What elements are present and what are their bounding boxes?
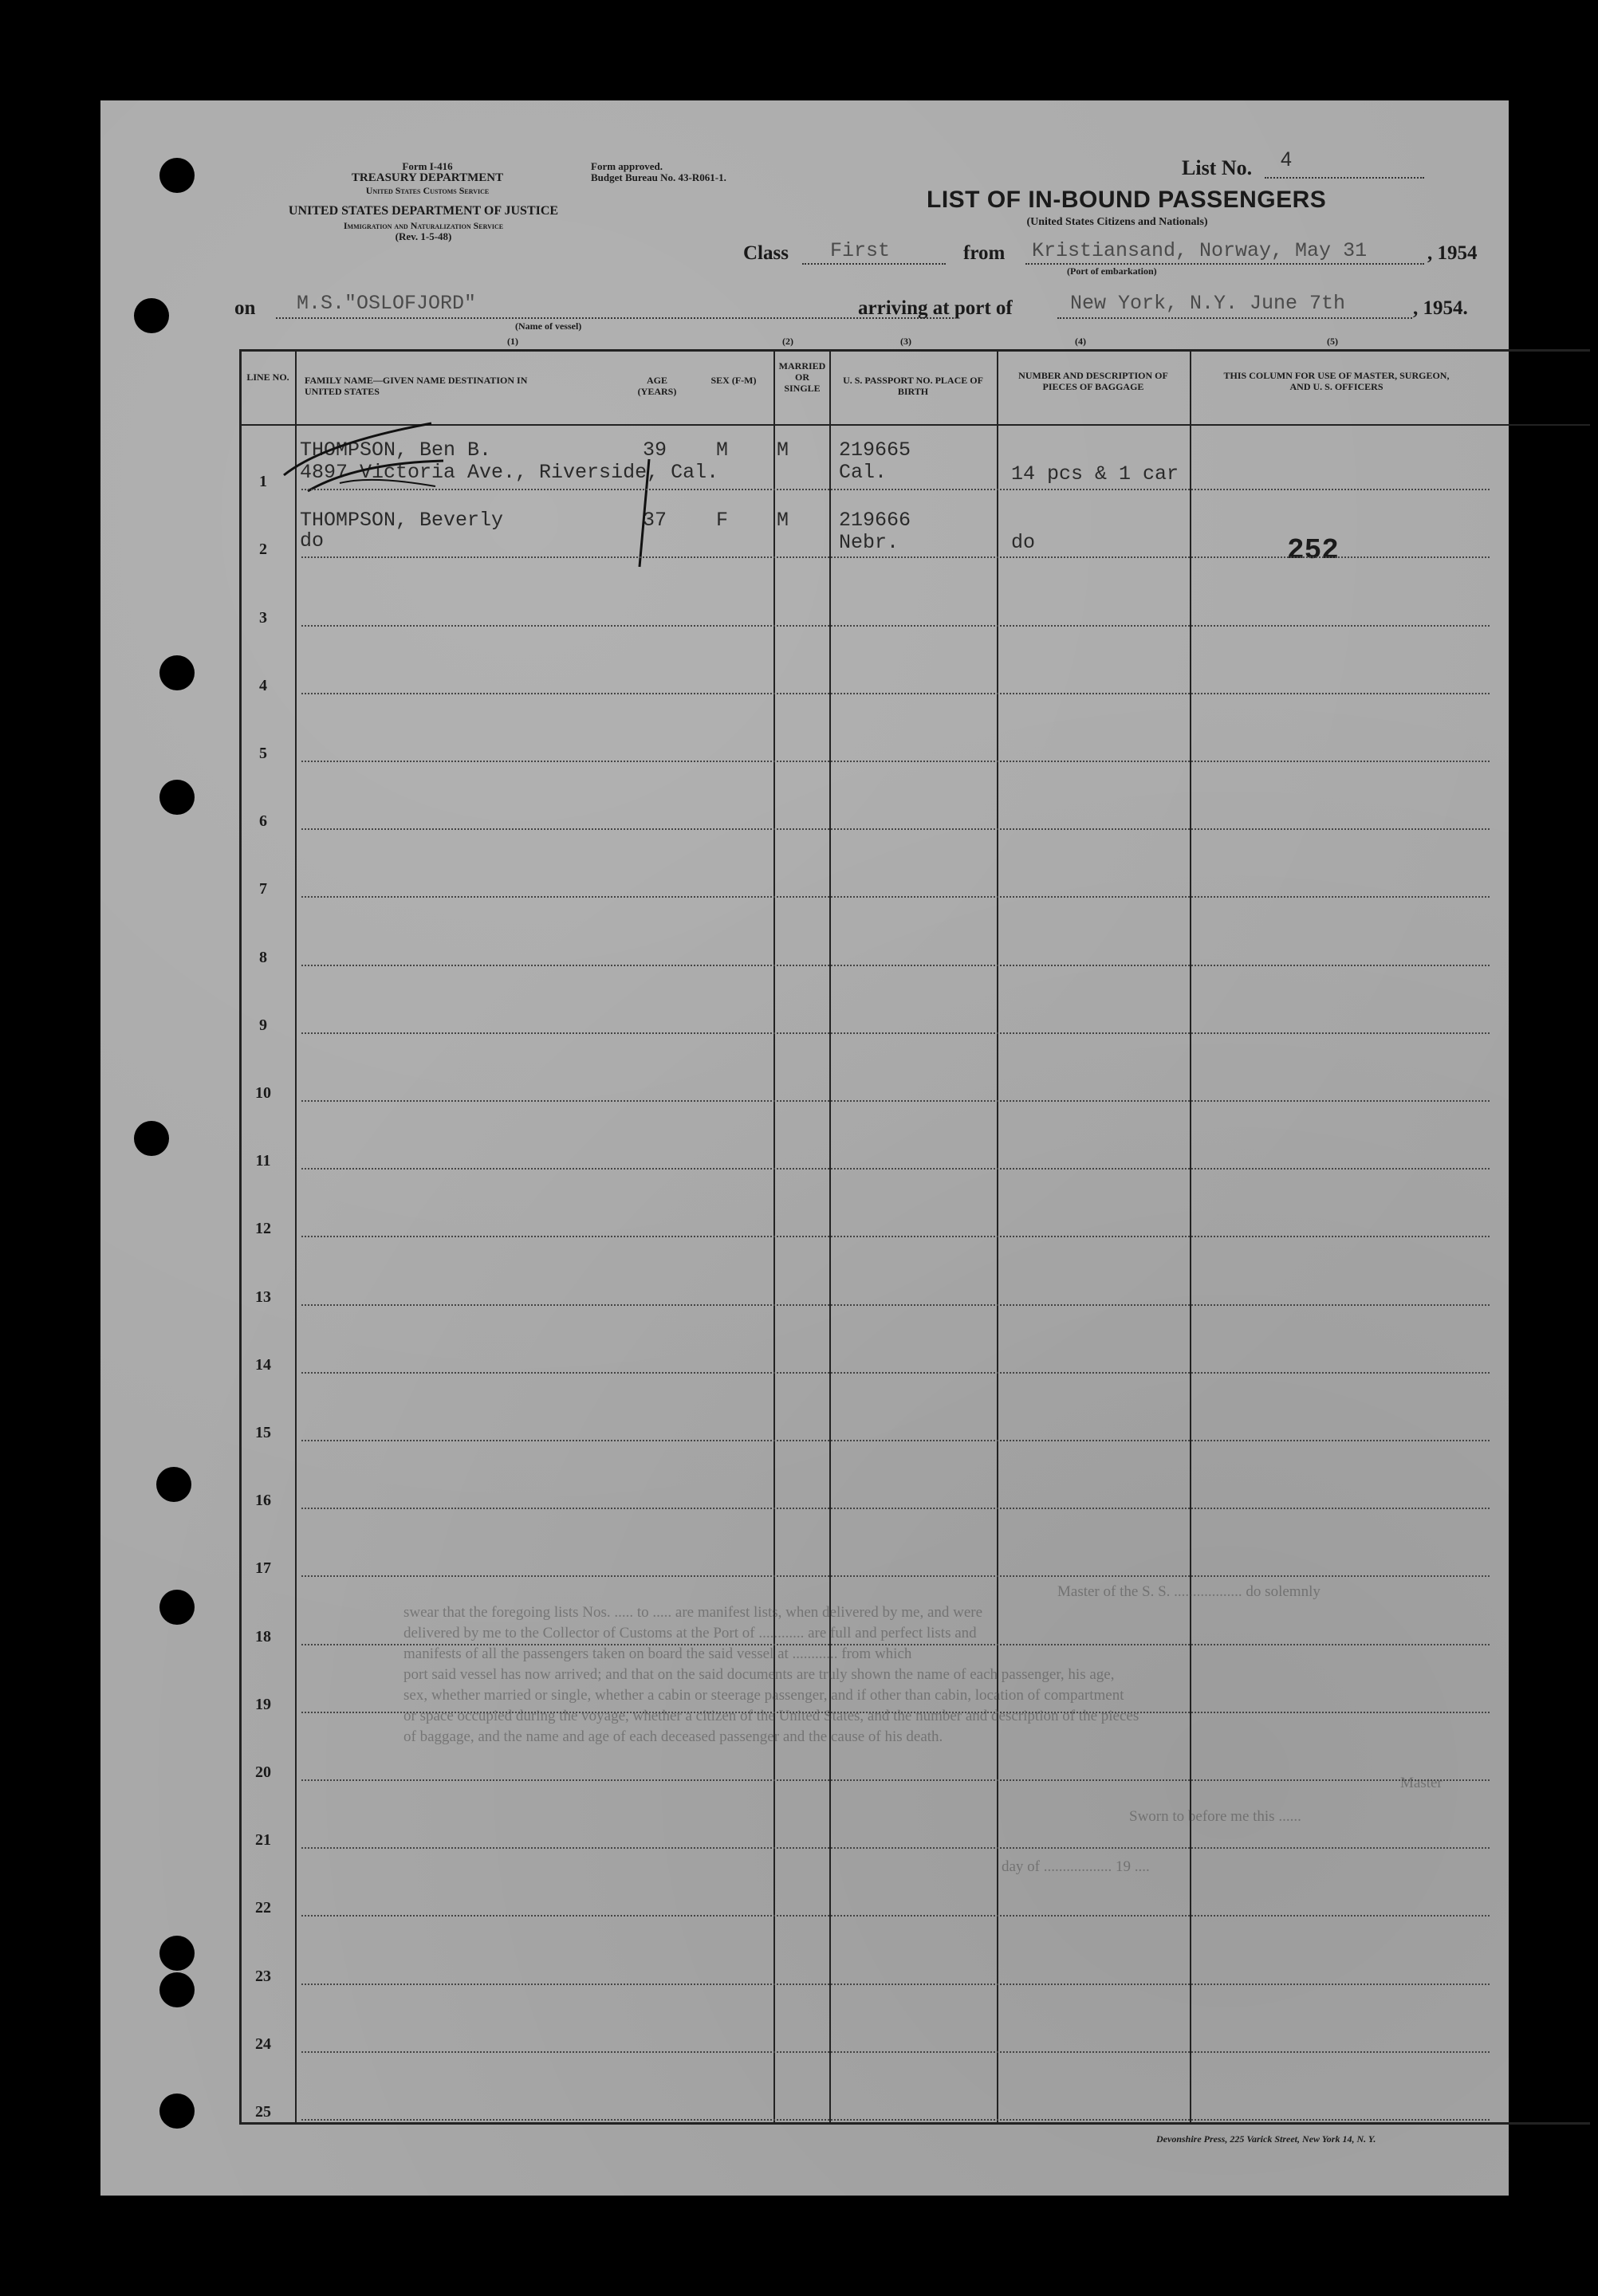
justice-department: UNITED STATES DEPARTMENT OF JUSTICE — [288, 204, 559, 218]
header-passport: U. S. PASSPORT NO. PLACE OF BIRTH — [843, 375, 983, 397]
page-subtitle: (United States Citizens and Nationals) — [1026, 216, 1208, 228]
header-married: MARRIED OR SINGLE — [778, 360, 826, 394]
line-number: 14 — [255, 1355, 271, 1374]
line-number: 22 — [255, 1899, 271, 1917]
bleed-line-8: of baggage, and the name and age of each deceased passenger and the cause of his death. — [403, 1728, 943, 1745]
passenger-1-name: THOMPSON, Ben B. — [300, 438, 492, 462]
officer-mark-252: 252 — [1287, 534, 1339, 567]
header-age: AGE (YEARS) — [637, 375, 677, 397]
punch-hole — [159, 1936, 195, 1971]
row-divider — [301, 1915, 1490, 1917]
passenger-1-married: M — [777, 438, 789, 462]
line-number: 11 — [255, 1152, 271, 1170]
punch-hole — [159, 1972, 195, 2007]
bleed-line-1: Master of the S. S. .................. do solemnly — [1057, 1583, 1321, 1600]
header-name: FAMILY NAME—GIVEN NAME DESTINATION IN UNITED STATES — [305, 375, 528, 397]
row-divider — [301, 896, 1490, 898]
passenger-2-baggage: do — [1011, 531, 1036, 554]
bleed-line-7: or space occupied during the voyage, whether a citizen of the United States, and the number and description of the pieces — [403, 1708, 1139, 1724]
passenger-1-passport: 219665 — [839, 438, 911, 462]
customs-service: United States Customs Service — [365, 185, 490, 196]
line-number: 5 — [259, 745, 267, 762]
class-value: First — [830, 239, 891, 262]
row-divider — [301, 1983, 1490, 1985]
line-number: 23 — [255, 1967, 271, 1985]
arriving-label: arriving at port of — [858, 297, 1013, 319]
row-divider — [301, 1236, 1490, 1237]
row-divider — [301, 1644, 1490, 1645]
arriving-year: , 1954. — [1413, 297, 1468, 319]
bleed-line-4: manifests of all the passengers taken on board the said vessel at ............ from which — [403, 1645, 912, 1662]
bleed-line-3: delivered by me to the Collector of Customs at the Port of ............ are full and perfect lists and — [403, 1625, 977, 1641]
bleed-sworn: Sworn to before me this ...... — [1129, 1808, 1301, 1825]
revision-date: (Rev. 1-5-48) — [395, 230, 452, 242]
col-number-3: (3) — [900, 336, 911, 347]
passenger-2-sex: F — [716, 509, 729, 532]
line-number: 9 — [259, 1016, 267, 1034]
punch-hole — [159, 780, 195, 815]
port-embarkation-caption: (Port of embarkation) — [1067, 265, 1157, 277]
line-number: 16 — [255, 1492, 271, 1510]
form-number: Form I-416 — [402, 160, 453, 172]
bleed-line-6: sex, whether married or single, whether a cabin or steerage passenger, and if other than cabin, location of compartment — [403, 1687, 1124, 1704]
line-number: 1 — [259, 473, 267, 491]
bleed-day: day of .................. 19 .... — [1002, 1858, 1150, 1875]
line-number: 4 — [259, 676, 267, 694]
row-divider — [301, 2051, 1490, 2053]
line-number: 10 — [255, 1084, 271, 1102]
line-number: 17 — [255, 1559, 271, 1578]
row-divider — [301, 1372, 1490, 1374]
line-number: 18 — [255, 1627, 271, 1645]
punch-hole — [134, 1121, 169, 1156]
passenger-2-destination: do — [300, 529, 325, 552]
bleed-line-2: swear that the foregoing lists Nos. ..... to ..... are manifest lists, when delivered by me, and were — [403, 1604, 983, 1621]
col-number-5: (5) — [1327, 336, 1338, 347]
line-number: 8 — [259, 948, 267, 966]
list-no-value: 4 — [1281, 148, 1292, 171]
passenger-1-age: 39 — [643, 438, 667, 462]
col-number-4: (4) — [1075, 336, 1086, 347]
printer-credit: Devonshire Press, 225 Varick Street, New York 14, N. Y. — [1156, 2133, 1376, 2145]
budget-bureau: Budget Bureau No. 43-R061-1. — [591, 171, 726, 183]
row-divider — [301, 761, 1490, 762]
from-value: Kristiansand, Norway, May 31 — [1032, 239, 1368, 262]
list-no-label: List No. — [1182, 156, 1253, 179]
line-number: 25 — [255, 2103, 271, 2121]
bleed-master: Master — [1400, 1775, 1443, 1791]
page-title: LIST OF IN-BOUND PASSENGERS — [927, 187, 1327, 213]
treasury-department: TREASURY DEPARTMENT — [351, 171, 504, 184]
row-divider — [301, 1575, 1490, 1577]
line-number: 20 — [255, 1763, 271, 1781]
row-divider — [301, 1779, 1490, 1781]
line-number: 3 — [259, 608, 267, 627]
line-number: 2 — [259, 541, 267, 559]
bleed-line-5: port said vessel has now arrived; and that on the said documents are truly shown the name of each passenger, his age, — [403, 1666, 1115, 1683]
punch-hole — [159, 1590, 195, 1625]
row-divider — [301, 2119, 1490, 2121]
line-number: 19 — [255, 1695, 271, 1713]
handwritten-checkmarks — [100, 100, 1509, 2196]
line-number: 21 — [255, 1831, 271, 1850]
on-label: on — [234, 297, 256, 319]
row-divider — [301, 1100, 1490, 1102]
row-divider — [301, 625, 1490, 627]
passenger-2-birthplace: Nebr. — [839, 531, 899, 554]
row-divider — [301, 489, 1490, 490]
punch-hole — [159, 2094, 195, 2129]
row-divider — [301, 556, 1490, 558]
passenger-1-sex: M — [716, 438, 729, 462]
arriving-value: New York, N.Y. June 7th — [1070, 292, 1346, 315]
col-number-2: (2) — [782, 336, 793, 347]
punch-hole — [159, 158, 195, 193]
punch-hole — [159, 655, 195, 690]
row-divider — [301, 1847, 1490, 1849]
line-number: 12 — [255, 1220, 271, 1238]
col-number-1: (1) — [507, 336, 518, 347]
row-divider — [301, 828, 1490, 830]
punch-hole — [156, 1467, 191, 1502]
from-label: from — [963, 242, 1006, 264]
header-sex: SEX (F-M) — [710, 375, 757, 386]
header-line-no: LINE NO. — [246, 372, 289, 383]
from-year: , 1954 — [1427, 242, 1478, 264]
header-baggage: NUMBER AND DESCRIPTION OF PIECES OF BAGGAGE — [1018, 370, 1168, 392]
header-officers: THIS COLUMN FOR USE OF MASTER, SURGEON, AND U. S. OFFICERS — [1223, 370, 1450, 392]
passenger-2-married: M — [777, 509, 789, 532]
row-divider — [301, 1032, 1490, 1034]
row-divider — [301, 965, 1490, 966]
row-divider — [301, 693, 1490, 694]
passenger-1-destination: 4897 Victoria Ave., Riverside, Cal. — [300, 461, 719, 484]
form-page — [100, 100, 1509, 2196]
passenger-2-age: 37 — [643, 509, 667, 532]
form-approved: Form approved. — [591, 160, 663, 172]
class-label: Class — [743, 242, 789, 264]
passenger-2-name: THOMPSON, Beverly — [300, 509, 504, 532]
passenger-1-birthplace: Cal. — [839, 461, 888, 484]
passenger-2-passport: 219666 — [839, 509, 911, 532]
row-divider — [301, 1168, 1490, 1170]
line-number: 13 — [255, 1288, 271, 1306]
vessel-caption: (Name of vessel) — [515, 320, 582, 332]
line-number: 15 — [255, 1424, 271, 1441]
row-divider — [301, 1440, 1490, 1441]
punch-hole — [134, 298, 169, 333]
ins-service: Immigration and Naturalization Service — [343, 220, 504, 231]
vessel-value: M.S."OSLOFJORD" — [297, 292, 477, 315]
line-number: 7 — [259, 880, 267, 898]
passenger-1-baggage: 14 pcs & 1 car — [1011, 462, 1179, 486]
line-number: 6 — [259, 812, 267, 831]
line-number: 24 — [255, 2035, 271, 2053]
row-divider — [301, 1712, 1490, 1713]
row-divider — [301, 1304, 1490, 1306]
row-divider — [301, 1508, 1490, 1509]
